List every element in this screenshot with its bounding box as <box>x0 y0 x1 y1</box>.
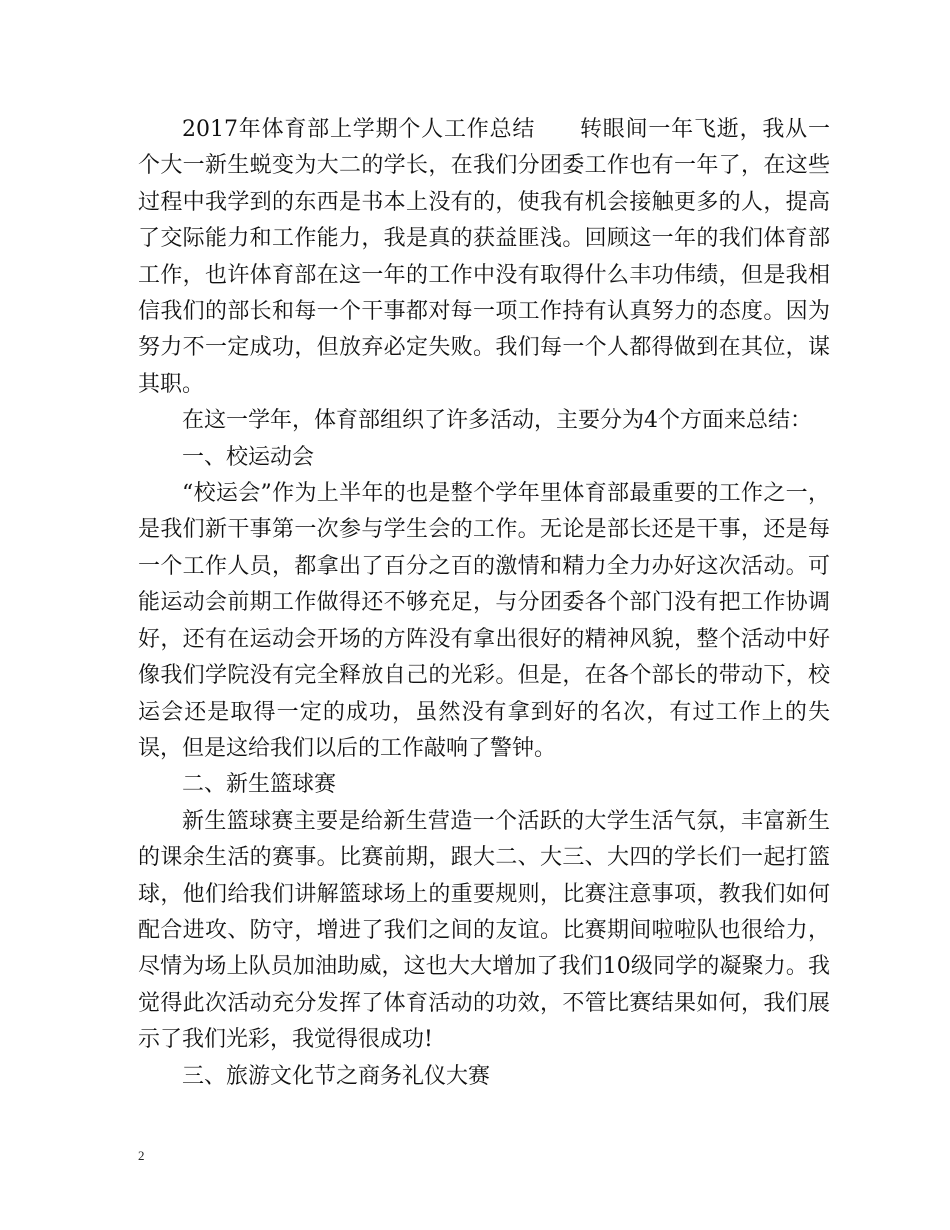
section-heading-sports-meet: 一、校运动会 <box>182 444 315 470</box>
intro-paragraph <box>138 112 830 403</box>
section-heading-etiquette-contest: 三、旅游文化节之商务礼仪大赛 <box>182 1063 491 1089</box>
document-body <box>138 112 830 1095</box>
section-body-basketball: 新生篮球赛主要是给新生营造一个活跃的大学生活气氛，丰富新生的课余生活的赛事。比赛前期，跟大二、大三、大四的学长们一起打篮球，他们给我们讲解篮球场上的重要规则，比赛注意事项，教我们如何配合进攻、防守，增进了我们之间的友谊。比赛期间啦啦队也很给力，尽情为场上队员加油助威，这也大大增加了我们10级同学的凝聚力。我觉得此次活动充分发挥了体育活动的功效，不管比赛结果如何，我们展示了我们光彩，我觉得很成功! <box>138 808 830 1053</box>
section-heading-basketball: 二、新生篮球赛 <box>182 772 337 798</box>
document-title: 2017年体育部上学期个人工作总结 <box>182 117 536 142</box>
page-number: 2 <box>138 1148 145 1163</box>
section-body-sports-meet: “校运会”作为上半年的也是整个学年里体育部最重要的工作之一，是我们新干事第一次参与学生会的工作。无论是部长还是干事，还是每一个工作人员，都拿出了百分之百的激情和精力全力办好这次活动。可能运动会前期工作做得还不够充足，与分团委各个部门没有把工作协调好，还有在运动会开场的方阵没有拿出很好的精神风貌，整个活动中好像我们学院没有完全释放自己的光彩。但是，在各个部长的带动下，校运会还是取得一定的成功，虽然没有拿到好的名次，有过工作上的失误，但是这给我们以后的工作敲响了警钟。 <box>138 481 830 761</box>
intro-text: 转眼间一年飞逝，我从一个大一新生蜕变为大二的学长，在我们分团委工作也有一年了，在这些过程中我学到的东西是书本上没有的，使我有机会接触更多的人，提高了交际能力和工作能力，我是真的获益匪浅。回顾这一年的我们体育部工作，也许体育部在这一年的工作中没有取得什么丰功伟绩，但是我相信我们的部长和每一个干事都对每一项工作持有认真努力的态度。因为努力不一定成功，但放弃必定失败。我们每一个人都得做到在其位，谋其职。 <box>138 117 830 397</box>
summary-paragraph: 在这一学年，体育部组织了许多活动，主要分为4个方面来总结： <box>182 408 812 434</box>
